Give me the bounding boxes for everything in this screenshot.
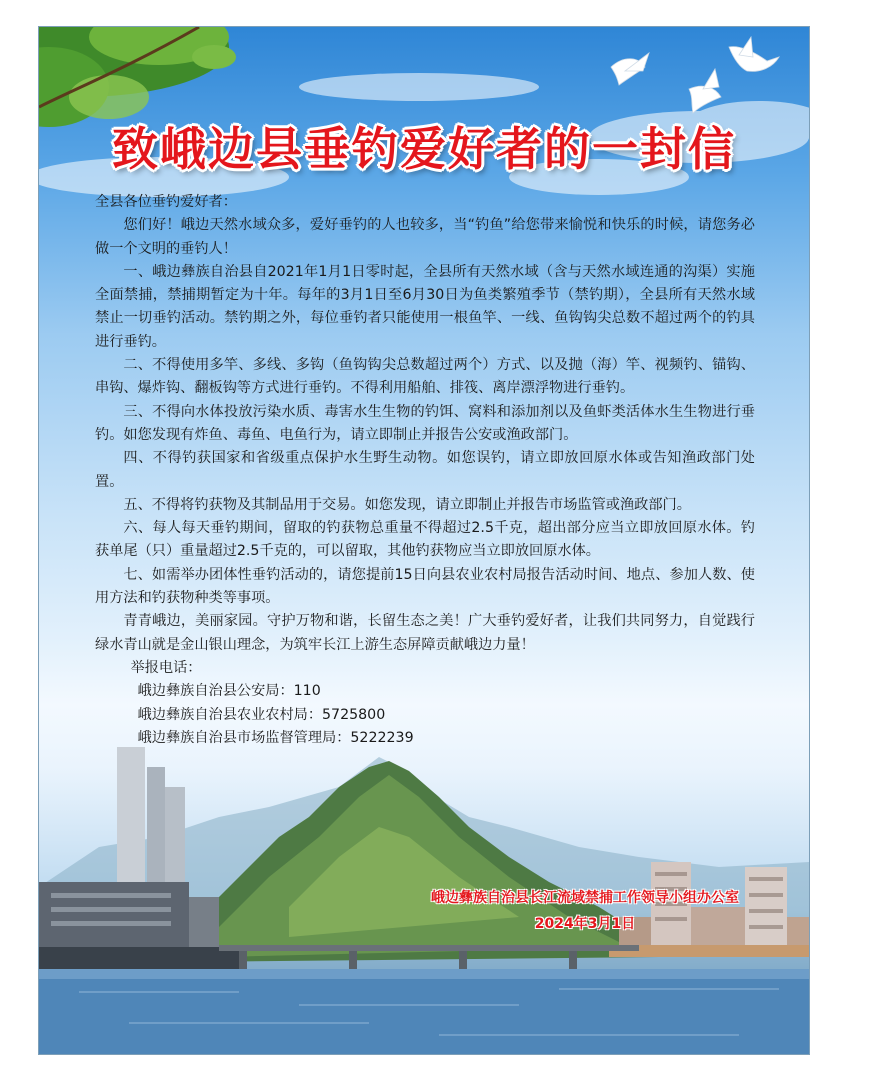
signature-org: 峨边彝族自治县长江流域禁捕工作领导小组办公室 [431,890,739,906]
paragraph: 一、峨边彝族自治县自2021年1月1日零时起，全县所有天然水域（含与天然水域连通的沟渠）实施全面禁捕，禁捕期暂定为十年。每年的3月1日至6月30日为鱼类繁殖季节（禁钓期），全县所有天然水域禁止一切垂钓活动。禁钓期之外，每位垂钓者只能使用一根鱼竿、一线、鱼钩钩尖总数不超过两个的钓具进行垂钓。 [95,263,755,350]
greeting: 全县各位垂钓爱好者： [95,194,237,210]
paragraph: 三、不得向水体投放污染水质、毒害水生生物的钓饵、窝料和添加剂以及鱼虾类活体水生生物进行垂钓。如您发现有炸鱼、毒鱼、电鱼行为，请立即制止并报告公安或渔政部门。 [95,403,755,443]
paragraph: 六、每人每天垂钓期间，留取的钓获物总重量不得超过2.5千克，超出部分应当立即放回原水体。钓获单尾（只）重量超过2.5千克的，可以留取，其他钓获物应当立即放回原水体。 [95,520,755,560]
paragraph: 五、不得将钓获物及其制品用于交易。如您发现，请立即制止并报告市场监管或渔政部门。 [123,496,691,513]
river [39,969,809,1054]
hotline-item: 峨边彝族自治县公安局：110 [137,683,321,700]
paragraph: 您们好！峨边天然水域众多，爱好垂钓的人也较多，当“钓鱼”给您带来愉悦和快乐的时候，请您务必做一个文明的垂钓人！ [95,217,755,257]
river-shimmer [39,969,809,979]
paragraph: 四、不得钓获国家和省级重点保护水生野生动物。如您误钓，请立即放回原水体或告知渔政部门处置。 [95,450,755,490]
paragraph: 青青峨边，美丽家园。守护万物和谐，长留生态之美！广大垂钓爱好者，让我们共同努力，自觉践行绿水青山就是金山银山理念，为筑牢长江上游生态屏障贡献峨边力量！ [95,613,755,653]
paragraph: 七、如需举办团体性垂钓活动的，请您提前15日向县农业农村局报告活动时间、地点、参加人数、使用方法和钓获物种类等事项。 [95,566,755,607]
hotline-item: 峨边彝族自治县农业农村局：5725800 [137,706,386,723]
paragraph: 二、不得使用多竿、多线、多钩（鱼钩钩尖总数超过两个）方式、以及抛（海）竿、视频钓、锚钩、串钩、爆炸钩、翻板钩等方式进行垂钓。不得利用船舶、排筏、离岸漂浮物进行垂钓。 [95,357,755,397]
tree-foliage [39,27,236,127]
letter-body [95,191,755,750]
signature-date: 2024年3月1日 [534,916,636,932]
poster [38,26,810,1055]
hotline-label: 举报电话： [130,659,202,676]
hotline-item: 峨边彝族自治县市场监督管理局：5222239 [137,729,414,746]
page-title: 致峨边县垂钓爱好者的一封信 [112,122,736,176]
